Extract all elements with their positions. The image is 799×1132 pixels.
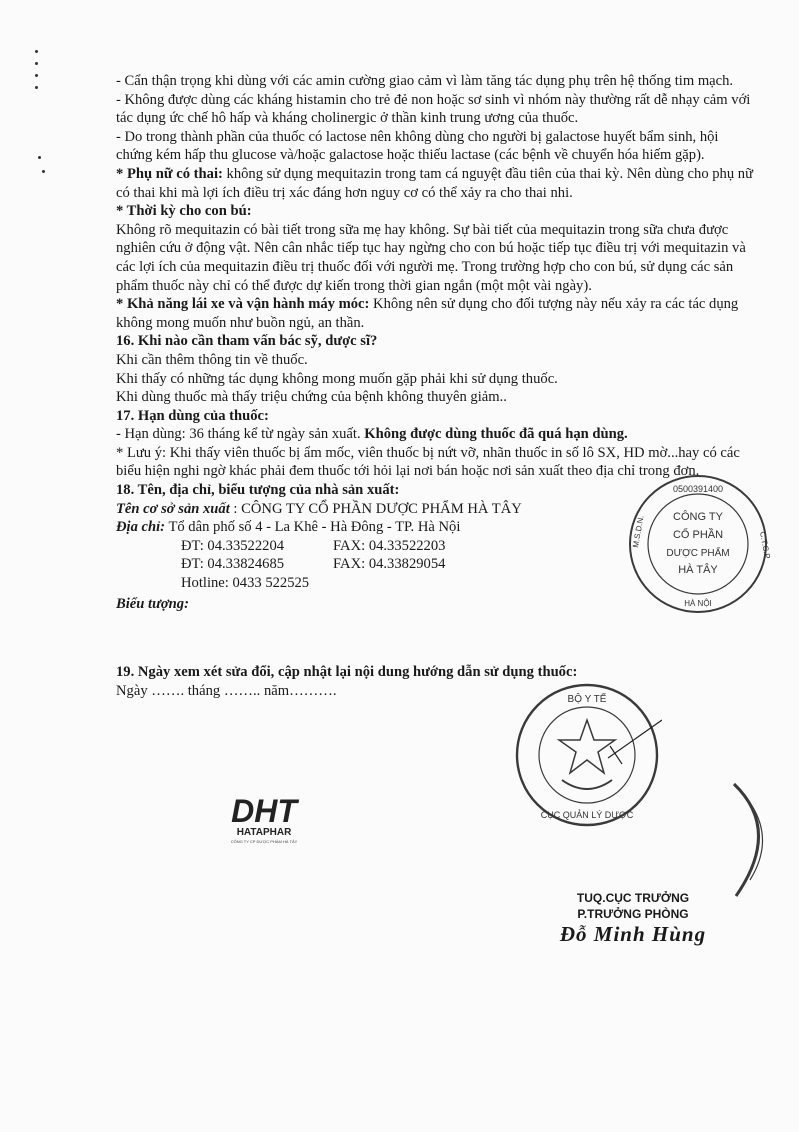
pregnancy-paragraph: [116, 165, 756, 202]
stamp-bottom-text: CỤC QUẢN LÝ DƯỢC: [540, 810, 634, 820]
margin-mark: [42, 170, 45, 173]
storage-note: * Lưu ý: Khi thấy viên thuốc bị ẩm mốc, viên thuốc bị nứt vỡ, nhãn thuốc in số lô SX, HD mờ...hay có các biểu hiện nghi ngờ khác phải đem thuốc tới hỏi lại nơi bán hoặc nơi sản xuất theo địa chỉ trong đơn.: [116, 444, 740, 480]
phone-number: ĐT: 04.33522204: [181, 537, 285, 554]
lactation-heading: * Thời kỳ cho con bú:: [116, 203, 252, 220]
signatory-name: Đỗ Minh Hùng: [559, 922, 707, 946]
signature-title: P.TRƯỞNG PHÒNG: [577, 907, 689, 921]
pregnancy-text: không sử dụng mequitazin trong tam cá nguyệt đầu tiên của thai kỳ. Nên dùng cho phụ nữ có thai khi mà lợi ích điều trị xác đáng hơn nguy cơ có thể xảy ra cho thai nhi.: [116, 165, 754, 201]
stamp-ring-bottom: HÀ NỘI: [684, 599, 712, 608]
section-17-heading: 17. Hạn dùng của thuốc:: [116, 407, 269, 424]
lactation-text: Không rõ mequitazin có bài tiết trong sữa mẹ hay không. Sự bài tiết của mequitazin trong sữa chưa được nghiên cứu ở động vật. Nên cân nhắc tiếp tục hay ngừng cho con bú hoặc tiếp tục điều trị với mequitazin và các lợi ích của mequitazin điều trị thuốc đối với người mẹ. Trong trường hợp cho con bú, sử dụng các sản phẩm thuốc này chỉ có thể được dự kiến trong thời gian ngắn (một một vài ngày).: [116, 221, 746, 294]
margin-mark: [38, 156, 41, 159]
signature-block: [548, 890, 718, 946]
expiry-warning: Không được dùng thuốc đã quá hạn dùng.: [364, 426, 628, 443]
fax-number: FAX: 04.33829054: [333, 556, 446, 573]
section-16-line: Khi thấy có những tác dụng không mong muốn gặp phải khi sử dụng thuốc.: [116, 370, 558, 387]
margin-mark: [35, 62, 38, 65]
caution-amin: - Cẩn thận trọng khi dùng với các amin cường giao cảm vì làm tăng tác dụng phụ trên hệ thống tim mạch.: [116, 73, 734, 89]
caution-antihistamine: - Không được dùng các kháng histamin cho trẻ đẻ non hoặc sơ sinh vì nhóm này thường rất dễ nhạy cảm với tác dụng ức chế hô hấp và kháng cholinergic ở thần kinh trung ương của thuốc.: [116, 91, 751, 127]
stamp-ring-right: C.T.C.P: [758, 530, 772, 560]
driving-paragraph: [116, 295, 756, 332]
logo-name: HATAPHAR: [236, 827, 292, 838]
margin-mark: [35, 74, 38, 77]
section-19-heading: 19. Ngày xem xét sửa đổi, cập nhật lại nội dung hướng dẫn sử dụng thuốc:: [116, 664, 578, 681]
address-value: Tổ dân phố số 4 - La Khê - Hà Đông - TP. Hà Nội: [165, 519, 461, 536]
margin-mark: [35, 86, 38, 89]
pregnancy-heading: * Phụ nữ có thai:: [116, 165, 223, 182]
section-16-line: Khi cần thêm thông tin về thuốc.: [116, 351, 308, 368]
section-18-heading: 18. Tên, địa chỉ, biểu tượng của nhà sản xuất:: [116, 482, 400, 499]
margin-mark: [35, 50, 38, 53]
hataphar-logo: [216, 790, 312, 846]
phone-number: ĐT: 04.33824685: [181, 556, 285, 573]
logo-tagline: CÔNG TY CP DƯỢC PHẨM HÀ TÂY: [230, 839, 298, 844]
fax-number: FAX: 04.33522203: [333, 537, 446, 554]
revision-date-line: Ngày ……. tháng …….. năm……….: [116, 682, 337, 699]
stamp-top-text: BỘ Y TẾ: [567, 694, 607, 705]
emblem-star-icon: [559, 720, 615, 773]
stamp-ring-left: M.S.D.N.: [631, 514, 646, 549]
section-16-line: Khi dùng thuốc mà thấy triệu chứng của bệnh không thuyên giảm..: [116, 389, 507, 406]
hotline: Hotline: 0433 522525: [181, 575, 310, 592]
manufacturer-name-label: Tên cơ sở sản xuất: [116, 500, 230, 517]
logo-label: Biểu tượng:: [116, 595, 189, 612]
stamp-line: HÀ TÂY: [678, 564, 718, 576]
section-16-heading: 16. Khi nào cần tham vấn bác sỹ, dược sĩ?: [116, 333, 378, 350]
address-label: Địa chỉ:: [116, 519, 166, 536]
driving-heading: * Khả năng lái xe và vận hành máy móc:: [116, 296, 370, 313]
stamp-line: DƯỢC PHẨM: [666, 548, 730, 559]
caution-lactose: - Do trong thành phần của thuốc có lactose nên không dùng cho người bị galactose huyết bẩm sinh, hội chứng kém hấp thu glucose và/hoặc galactose hoặc thiếu lactase (các bệnh về chuyển hóa hiếm gặp).: [116, 128, 719, 164]
shelf-life-line: [116, 425, 756, 444]
manufacturer-name: : CÔNG TY CỔ PHẦN DƯỢC PHẨM HÀ TÂY: [229, 500, 522, 517]
shelf-life-text: - Hạn dùng: 36 tháng kể từ ngày sản xuất.: [116, 426, 365, 443]
company-stamp: [624, 470, 772, 618]
ministry-stamp: [512, 680, 662, 830]
stamp-line: CÔNG TY: [673, 511, 723, 523]
signature-title: TUQ.CỤC TRƯỞNG: [576, 891, 690, 905]
stamp-number: 0500391400: [672, 484, 724, 494]
stamp-line: CỔ PHẦN: [672, 529, 724, 541]
partial-stamp: [712, 780, 792, 900]
driving-text: Không nên sử dụng cho đối tượng này nếu xảy ra các tác dụng không mong muốn như buồn ngủ, an thần.: [116, 296, 739, 331]
logo-mark: DHT: [231, 793, 297, 829]
